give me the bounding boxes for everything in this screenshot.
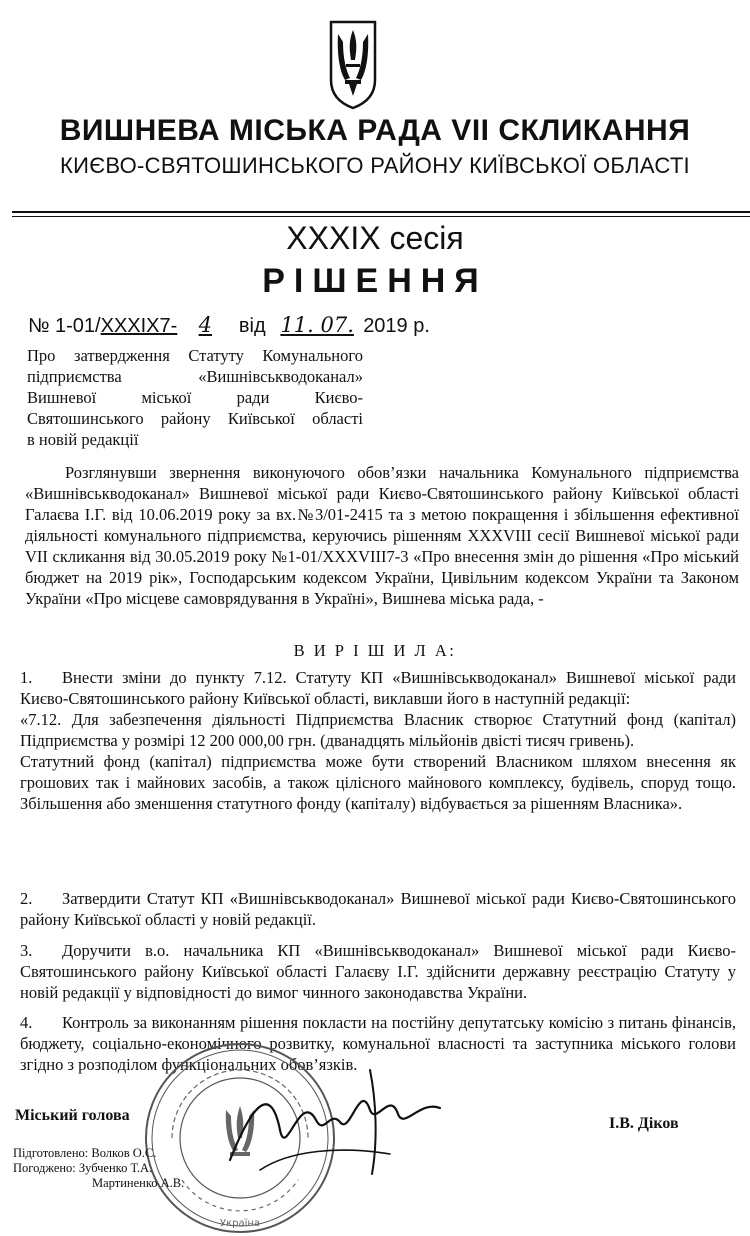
council-name: ВИШНЕВА МІСЬКА РАДА VII СКЛИКАННЯ [59,114,691,147]
item-number: 2. [20,889,33,908]
prepared-by: Підготовлено: Волков О.С. [13,1146,157,1160]
district-name: КИЄВО-СВЯТОШИНСЬКОГО РАЙОНУ КИЇВСЬКОЇ ОБЛАСТІ [60,153,690,178]
item-text: Внести зміни до пункту 7.12. Статуту КП «Вишнівськводоканал» Вишневої міської ради Києво-Святошинського району Київської області, виклавши його в наступній редакції: [20,668,736,708]
handwritten-number: 4 [198,313,212,337]
handwritten-signature [220,1050,450,1190]
preamble-text: Розглянувши звернення виконуючого обов’язки начальника Комунального підприємства «Вишнівськводоканал» Вишневої міської ради Києво-Святошинського району Київської області Галаєва І.Г. від 10.06.2019 року за вх.№3/01-2415 та з метою покращення і збільшення ефективної діяльності комунального підприємства, керуючись рішенням XXXVIII сесії Вишневої міської ради VII скликання від 30.05.2019 року №1-01/XXXVIII7-3 «Про внесення змін до рішення «Про міський бюджет на 2019 рік», Господарським кодексом України, Цивільним кодексом України та Законом України «Про місцеве самоврядування в Україні», Вишнева міська рада, - [25,463,739,608]
item-text: Контроль за виконанням рішення покласти на постійну депутатську комісію з питань фінансів, бюджету, соціально-економічного розвитку, комунальної власності та заступника міського голови згідно з розподілом функціональних обов’язків. [20,1013,736,1074]
item-number: 3. [20,941,33,960]
decision-number-line [28,313,430,338]
subject-line: Вишневої міської ради Києво- [27,388,363,407]
item-1 [20,667,736,814]
subject-line: Про затвердження Статуту Комунального [27,346,363,365]
item-3 [20,940,736,1003]
mayor-title: Міський голова [15,1107,130,1124]
header-divider-thin [12,216,750,217]
item-text: Затвердити Статут КП «Вишнівськводоканал» Вишневої міської ради Києво-Святошинського району Київської області у новій редакції. [20,889,736,929]
item-number: 4. [20,1013,33,1032]
mayor-name: І.В. Діков [609,1115,679,1132]
agreed-by: Погоджено: Зубченко Т.А. [13,1161,153,1175]
session-title: XXXIX сесія [286,220,464,256]
handwritten-date: 11. 07. [280,313,354,337]
item-2 [20,888,736,930]
subject-line: в новій редакції [27,430,139,449]
document-type: РІШЕННЯ [262,262,488,300]
preamble [25,462,739,609]
item-quote: «7.12. Для забезпечення діяльності Підприємства Власник створює Статутний фонд (капітал) Підприємства у розмірі 12 200 000,00 грн. (дванадцять мільйонів двісті тисяч гривень). [20,710,736,750]
decision-subject [27,345,363,450]
date-label: від [238,315,266,337]
year-suffix: 2019 р. [363,315,430,337]
seal-bottom-text: Україна [219,1218,261,1229]
item-number: 1. [20,668,33,687]
resolved-heading: В И Р І Ш И Л А: [293,641,457,660]
item-text: Доручити в.о. начальника КП «Вишнівськводоканал» Вишневої міської ради Києво-Святошинського району Київської області Галаєву І.Г. здійснити державну реєстрацію Статуту у новій редакції у відповідності до вимог чинного законодавства України. [20,941,736,1002]
number-prefix: № 1-01/ [28,315,101,337]
header-divider-thick [12,211,750,213]
agreed-by-second: Мартиненко А.В. [92,1176,185,1190]
number-series: XXXIX7- [100,315,178,337]
subject-line: підприємства «Вишнівськводоканал» [27,367,363,386]
subject-line: Святошинського району Київської області [27,409,363,428]
trident-coat-of-arms-icon [328,18,378,110]
item-quote: Статутний фонд (капітал) підприємства може бути створений Власником шляхом внесення як грошових так і майнових засобів, а також цілісного майнового комплексу, будівель, споруд тощо. Збільшення або зменшення статутного фонду (капіталу) відбувається за рішенням Власника». [20,752,736,813]
